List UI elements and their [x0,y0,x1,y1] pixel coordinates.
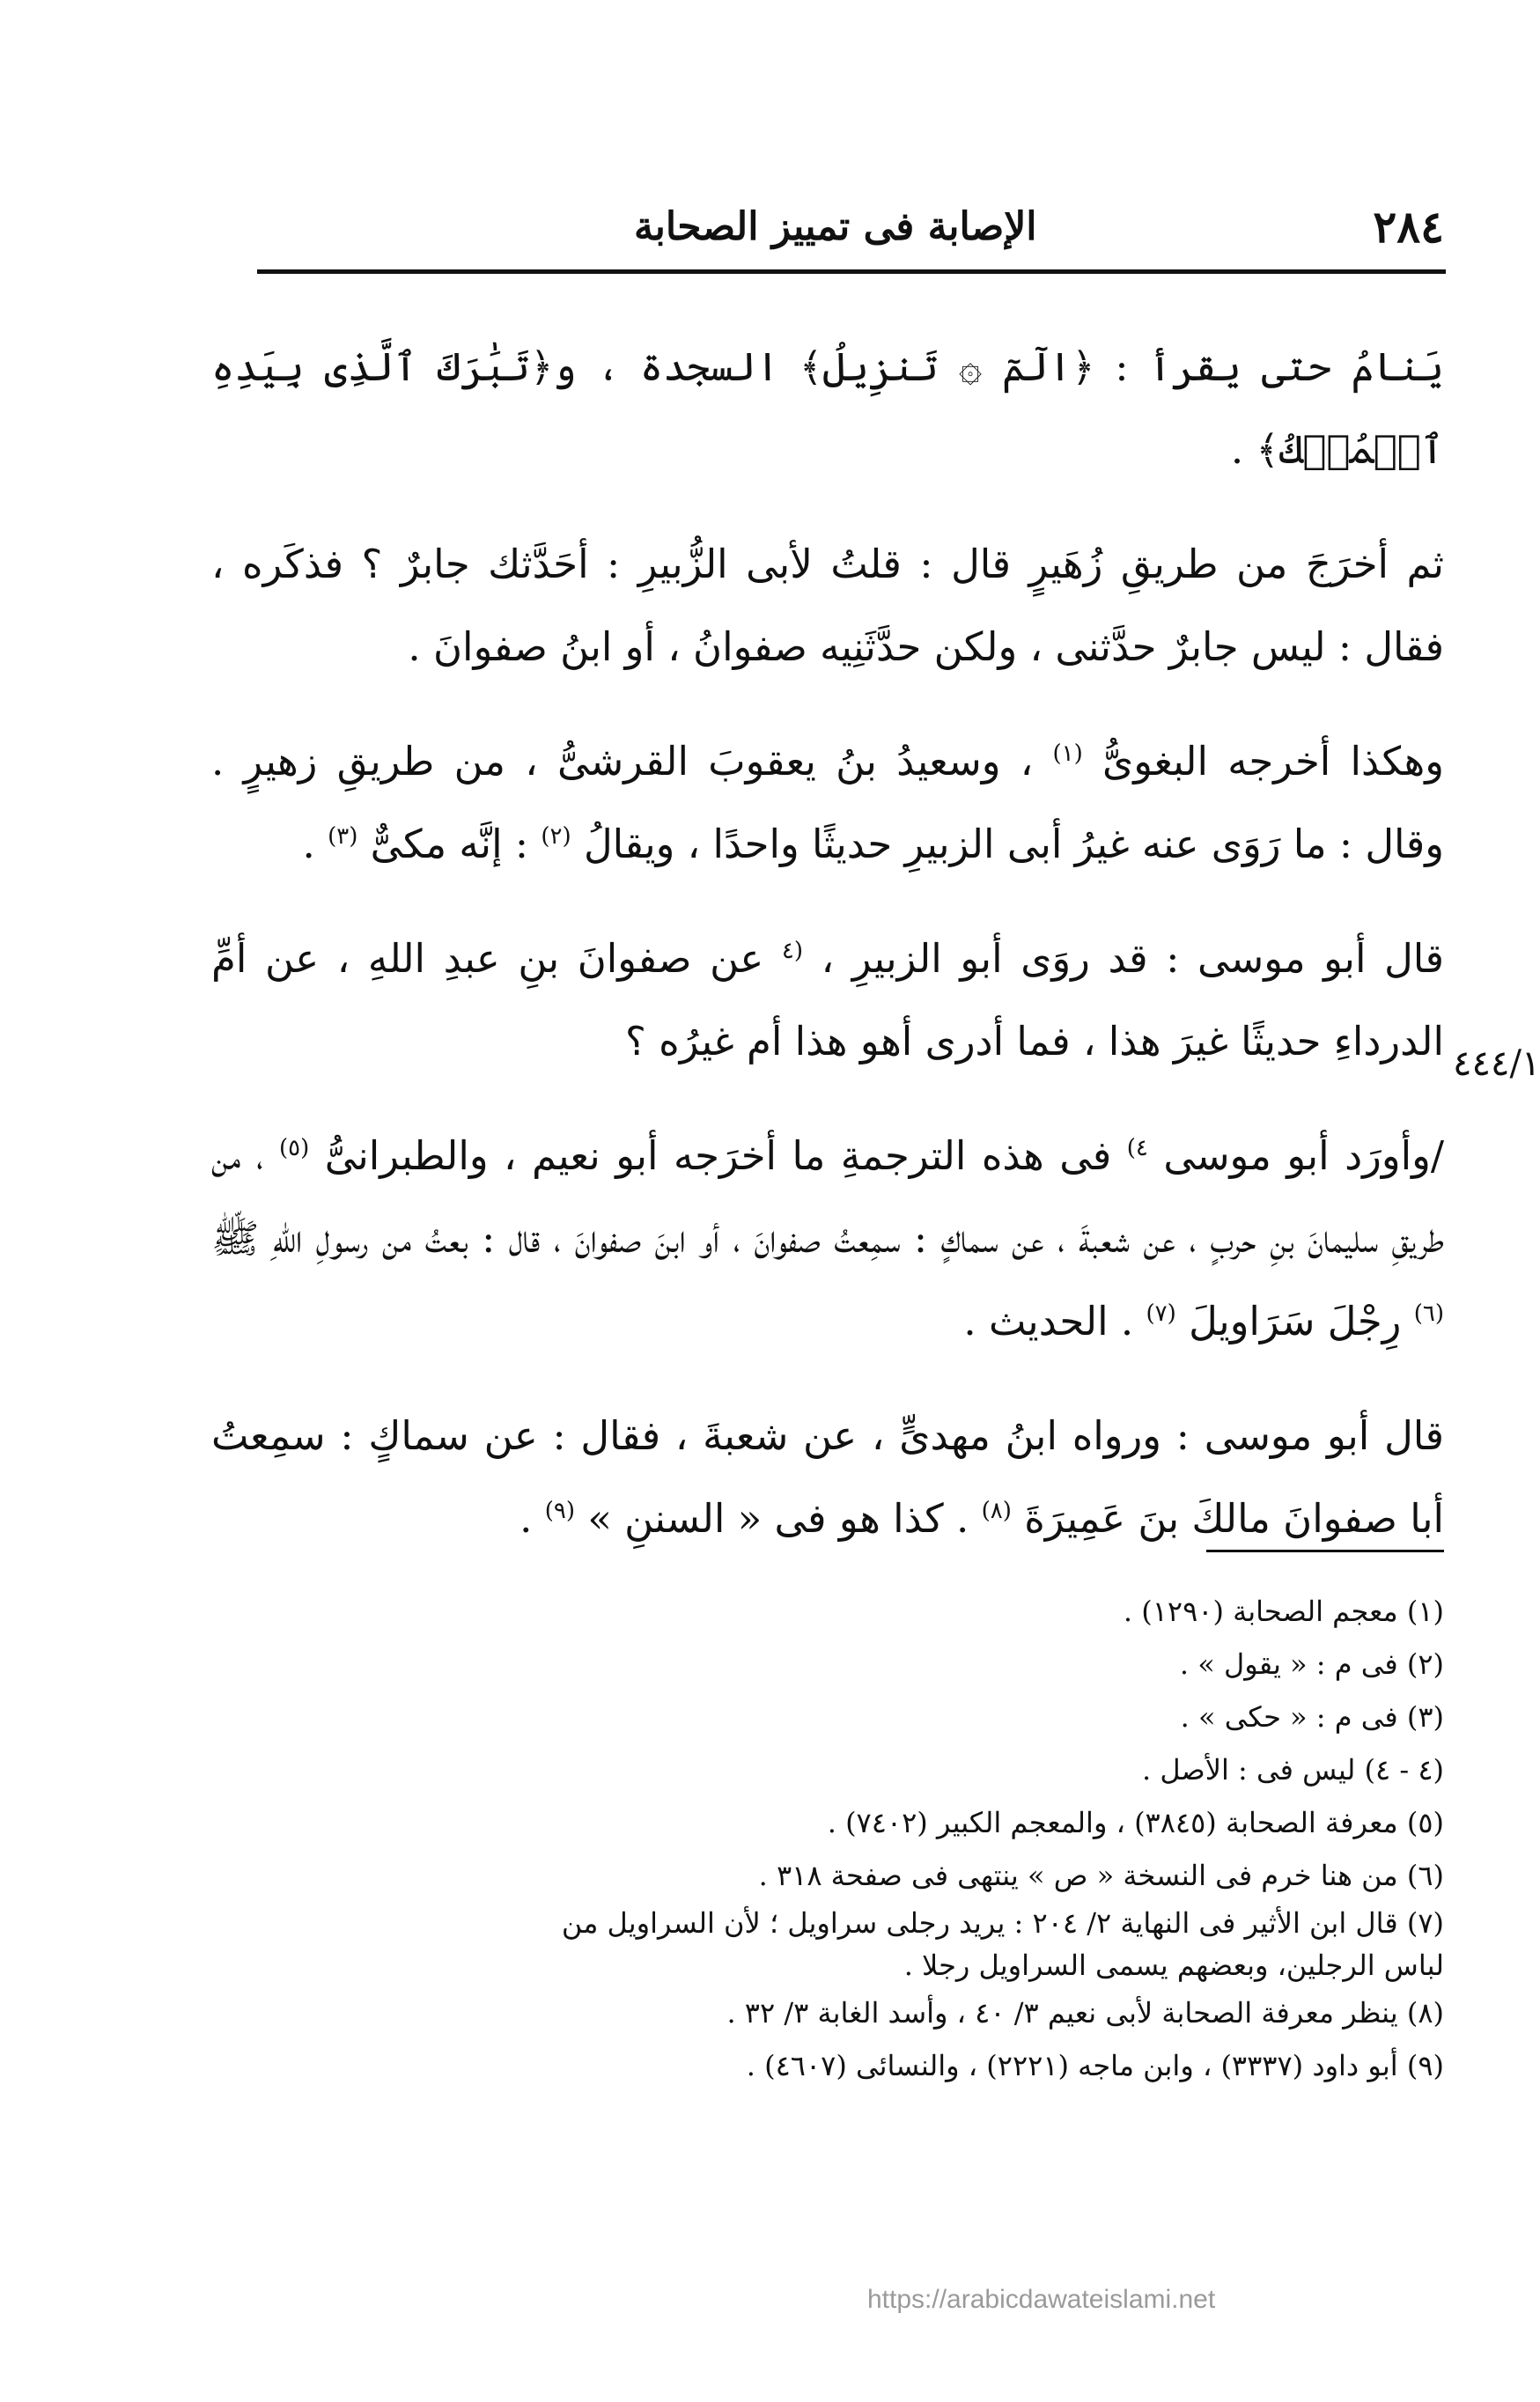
footnote-ref-5[interactable]: (٥) [279,1135,310,1161]
running-header [264,194,1444,255]
paragraph-6 [211,1395,1444,1560]
text-run: عن صفوانَ بنِ عبدِ اللهِ ، عن أمِّ الدرداءِ حديثًا غيرَ هذا ، فما أدرى أهو هذا أم غيرُه ؟ [211,935,1444,1065]
paragraph-3 [211,720,1444,886]
footnote-ref-7[interactable]: (٧) [1146,1300,1176,1327]
footnote-5: (٥) معرفة الصحابة (٣٨٤٥) ، والمعجم الكبير (٧٤٠٢) . [827,1806,1444,1839]
paragraph-4 [211,917,1444,1083]
text-run: : إنَّه مكىٌّ [370,821,529,867]
text-run: ، وسعيدُ بنُ يعقوبَ القرشىُّ ، من طريقِ زهيرٍ . وقال : ما رَوَى عنه غيرُ أبى الزبيرِ حديثًا واحدًا ، ويقالُ [211,738,1444,867]
footnote-ref-4-close[interactable]: ٤) [1126,1135,1148,1161]
footnote-2: (٢) فى م : « يقول » . [1179,1647,1444,1681]
text-run: ، من طريقِ سليمانَ بنِ حربٍ ، عن شعبةَ ، عن سماكٍ : سمِعتُ صفوانَ ، أو ابنَ صفوانَ ، قال : بعتُ من رسولِ اللهِ ﷺ [211,1132,1444,1262]
page-number: ٢٨٤ [1373,201,1444,253]
paragraph-5 [211,1115,1444,1363]
watermark-url: https://arabicdawateislami.net [867,2285,1216,2314]
footnote-7: (٧) قال ابن الأثير فى النهاية ٢/ ٢٠٤ : يريد رجلى سراويل ؛ لأن السراويل من لباس الرجلين، وبعضهم يسمى السراويل رجلا . [561,1906,1444,1982]
footnotes [511,1585,1444,2092]
footnote-3: (٣) فى م : « حكى » . [1180,1700,1444,1734]
footnote-ref-6[interactable]: (٦) [1413,1300,1444,1327]
margin-reference: ٤٤٤/١ [1453,1043,1540,1084]
footnote-9: (٩) أبو داود (٣٣٣٧) ، وابن ماجه (٢٢٢١) ، والنسائى (٤٦٠٧) . [746,2049,1444,2082]
text-run: وهكذا أخرجه البغوىُّ [1102,738,1444,785]
footnote-ref-2[interactable]: (٢) [541,823,571,850]
text-run: /وأورَد أبو موسى [1163,1132,1444,1179]
footnote-6: (٦) من هنا خرم فى النسخة « ص » ينتهى فى صفحة ٣١٨ . [758,1859,1444,1892]
paragraph-1: يَنامُ حتى يقرأ : ﴿الٓمٓ ۞ تَنزِيلُ﴾ السجدة ، و﴿تَبَٰرَكَ ٱلَّذِى بِيَدِهِ ٱلۡمُلۡكُ﴾ . [211,343,1444,473]
paragraph-2: ثم أخرَجَ من طريقِ زُهَيرٍ قال : قلتُ لأبى الزُّبيرِ : أحَدَّثك جابرٌ ؟ فذكَره ، فقال : ليس جابرٌ حدَّثنى ، ولكن حدَّثَنِيه صفوانُ ، أو ابنُ صفوانَ . [211,541,1444,670]
header-rule [257,269,1446,274]
footnote-1: (١) معجم الصحابة (١٢٩٠) . [1123,1595,1444,1628]
footnote-ref-9[interactable]: (٩) [544,1498,576,1524]
text-run: رِجْلَ سَرَاويلَ [1189,1298,1402,1345]
text-run: قال أبو موسى : قد روَى أبو الزبيرِ ، [821,935,1444,982]
text-run: . الحديث . [963,1298,1134,1345]
footnote-ref-1[interactable]: (١) [1052,740,1083,767]
main-text [211,326,1444,1560]
text-run: . كذا هو فى « السننِ » [587,1495,969,1542]
footnote-4: (٤ - ٤) ليس فى : الأصل . [1141,1753,1444,1787]
text-run: فى هذه الترجمةِ ما أخرَجه أبو نعيم ، والطبرانىُّ [324,1132,1112,1179]
book-title: الإصابة فى تمييز الصحابة [634,204,1037,249]
text-run: قال أبو موسى : ورواه ابنُ مهدىٍّ ، عن شعبةَ ، فقال : عن سماكٍ : سمِعتُ أبا صفوانَ مالكَ بنَ عَمِيرَةَ [211,1412,1444,1542]
text-run: . [302,821,315,867]
footnote-ref-3[interactable]: (٣) [328,823,358,850]
text-run: . [519,1495,533,1542]
footnote-ref-8[interactable]: (٨) [981,1498,1012,1524]
footnote-8: (٨) ينظر معرفة الصحابة لأبى نعيم ٣/ ٤٠ ، وأسد الغابة ٣/ ٣٢ . [726,1996,1444,2030]
footnote-ref-4-open[interactable]: (٤ [781,938,803,964]
footnote-separator [1206,1550,1444,1552]
